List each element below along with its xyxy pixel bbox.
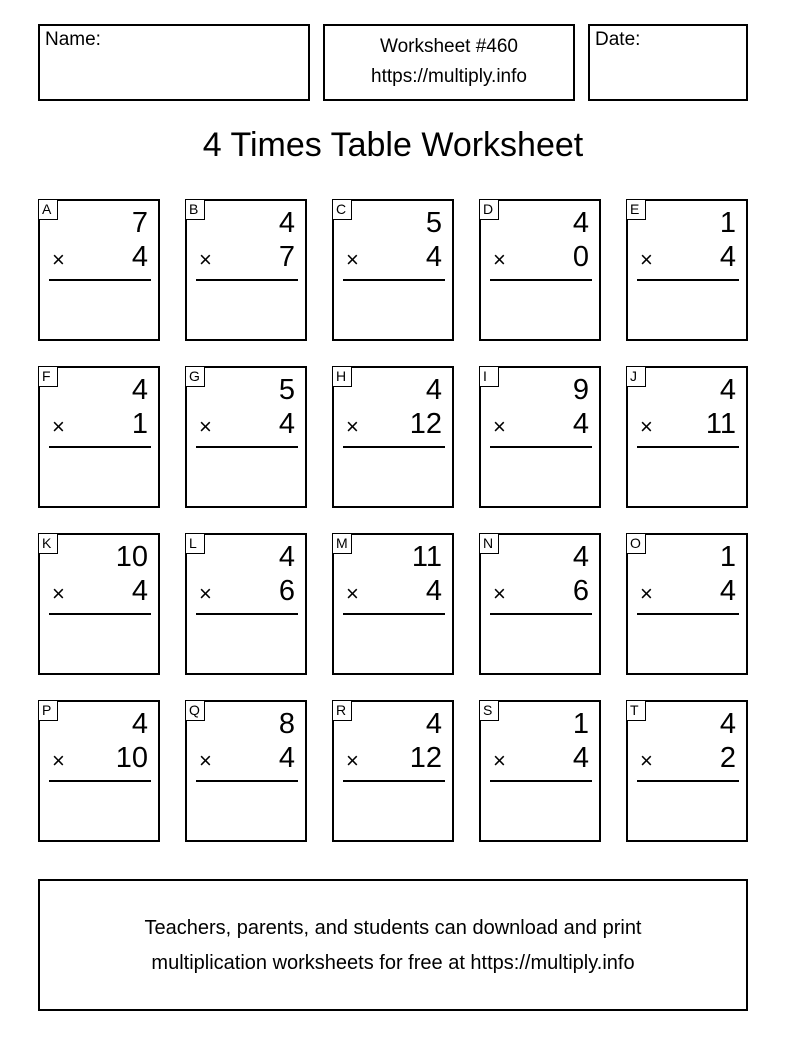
times-icon: × [346,414,359,439]
problem-letter: D [479,199,499,220]
site-url: https://multiply.info [371,66,527,87]
answer-line [343,279,445,281]
answer-line [637,613,739,615]
bottom-number: 6 [572,575,589,607]
times-icon: × [493,414,506,439]
bottom-number: 4 [425,241,442,273]
bottom-number: 12 [409,408,442,440]
answer-line [343,613,445,615]
problem-cell-t[interactable] [626,700,748,842]
problem-cell-k[interactable] [38,533,160,675]
problem-letter: R [332,700,352,721]
bottom-number: 4 [131,575,148,607]
top-number: 10 [115,541,148,573]
answer-line [490,446,592,448]
bottom-number: 4 [131,241,148,273]
times-icon: × [52,414,65,439]
bottom-number: 4 [278,742,295,774]
answer-line [343,780,445,782]
problem-letter: P [38,700,58,721]
bottom-number: 4 [425,575,442,607]
top-number: 4 [425,374,442,406]
problem-letter: H [332,366,352,387]
problem-letter: O [626,533,646,554]
top-number: 4 [719,708,736,740]
answer-line [49,613,151,615]
answer-line [637,780,739,782]
times-icon: × [199,581,212,606]
top-number: 8 [278,708,295,740]
times-icon: × [346,748,359,773]
bottom-number: 7 [278,241,295,273]
problem-letter: M [332,533,352,554]
problem-cell-d[interactable] [479,199,601,341]
date-label: Date: [595,29,641,50]
answer-line [49,780,151,782]
top-number: 4 [425,708,442,740]
problem-letter: I [479,366,499,387]
problem-cell-p[interactable] [38,700,160,842]
name-label: Name: [45,29,101,50]
name-field-box[interactable] [38,24,310,101]
problem-cell-m[interactable] [332,533,454,675]
bottom-number: 10 [115,742,148,774]
top-number: 4 [131,708,148,740]
bottom-number: 4 [572,408,589,440]
times-icon: × [346,581,359,606]
bottom-number: 4 [719,241,736,273]
problem-letter: T [626,700,646,721]
top-number: 1 [572,708,589,740]
times-icon: × [199,748,212,773]
problem-letter: K [38,533,58,554]
answer-line [196,446,298,448]
footer-line-2: multiplication worksheets for free at https://multiply.info [151,952,635,974]
times-icon: × [493,748,506,773]
times-icon: × [199,247,212,272]
footer-line-1: Teachers, parents, and students can download and print [144,917,642,939]
page-title: 4 Times Table Worksheet [202,126,584,164]
times-icon: × [640,581,653,606]
footer-note-box [38,879,748,1011]
problem-letter: F [38,366,58,387]
problem-grid [38,199,748,842]
top-number: 5 [425,207,442,239]
times-icon: × [346,247,359,272]
problem-letter: A [38,199,58,220]
top-number: 4 [572,207,589,239]
problem-cell-e[interactable] [626,199,748,341]
times-icon: × [640,748,653,773]
top-number: 4 [131,374,148,406]
problem-cell-j[interactable] [626,366,748,508]
problem-letter: G [185,366,205,387]
problem-cell-r[interactable] [332,700,454,842]
problem-cell-o[interactable] [626,533,748,675]
times-icon: × [52,581,65,606]
top-number: 7 [131,207,148,239]
answer-line [637,279,739,281]
problem-cell-s[interactable] [479,700,601,842]
bottom-number: 0 [572,241,589,273]
answer-line [196,613,298,615]
answer-line [49,446,151,448]
problem-cell-q[interactable] [185,700,307,842]
top-number: 1 [719,541,736,573]
bottom-number: 4 [719,575,736,607]
top-number: 4 [572,541,589,573]
top-number: 4 [719,374,736,406]
problem-letter: L [185,533,205,554]
problem-cell-h[interactable] [332,366,454,508]
answer-line [49,279,151,281]
times-icon: × [52,247,65,272]
answer-line [637,446,739,448]
problem-cell-a[interactable] [38,199,160,341]
problem-letter: E [626,199,646,220]
problem-letter: Q [185,700,205,721]
answer-line [490,613,592,615]
problem-letter: B [185,199,205,220]
problem-letter: S [479,700,499,721]
problem-cell-l[interactable] [185,533,307,675]
answer-line [196,780,298,782]
problem-cell-g[interactable] [185,366,307,508]
times-icon: × [640,414,653,439]
problem-letter: J [626,366,646,387]
times-icon: × [640,247,653,272]
bottom-number: 2 [719,742,736,774]
problem-cell-c[interactable] [332,199,454,341]
bottom-number: 6 [278,575,295,607]
date-field-box[interactable] [588,24,748,101]
times-icon: × [493,247,506,272]
answer-line [490,279,592,281]
top-number: 9 [572,374,589,406]
top-number: 1 [719,207,736,239]
bottom-number: 4 [278,408,295,440]
problem-cell-n[interactable] [479,533,601,675]
worksheet-info-box [323,24,575,101]
problem-letter: C [332,199,352,220]
top-number: 11 [411,541,442,573]
top-number: 5 [278,374,295,406]
bottom-number: 12 [409,742,442,774]
times-icon: × [493,581,506,606]
times-icon: × [52,748,65,773]
problem-letter: N [479,533,499,554]
bottom-number: 1 [131,408,148,440]
top-number: 4 [278,541,295,573]
problem-cell-b[interactable] [185,199,307,341]
answer-line [343,446,445,448]
worksheet-number: Worksheet #460 [379,36,518,57]
answer-line [490,780,592,782]
times-icon: × [199,414,212,439]
answer-line [196,279,298,281]
top-number: 4 [278,207,295,239]
problem-cell-f[interactable] [38,366,160,508]
problem-cell-i[interactable] [479,366,601,508]
bottom-number: 11 [705,408,736,440]
bottom-number: 4 [572,742,589,774]
